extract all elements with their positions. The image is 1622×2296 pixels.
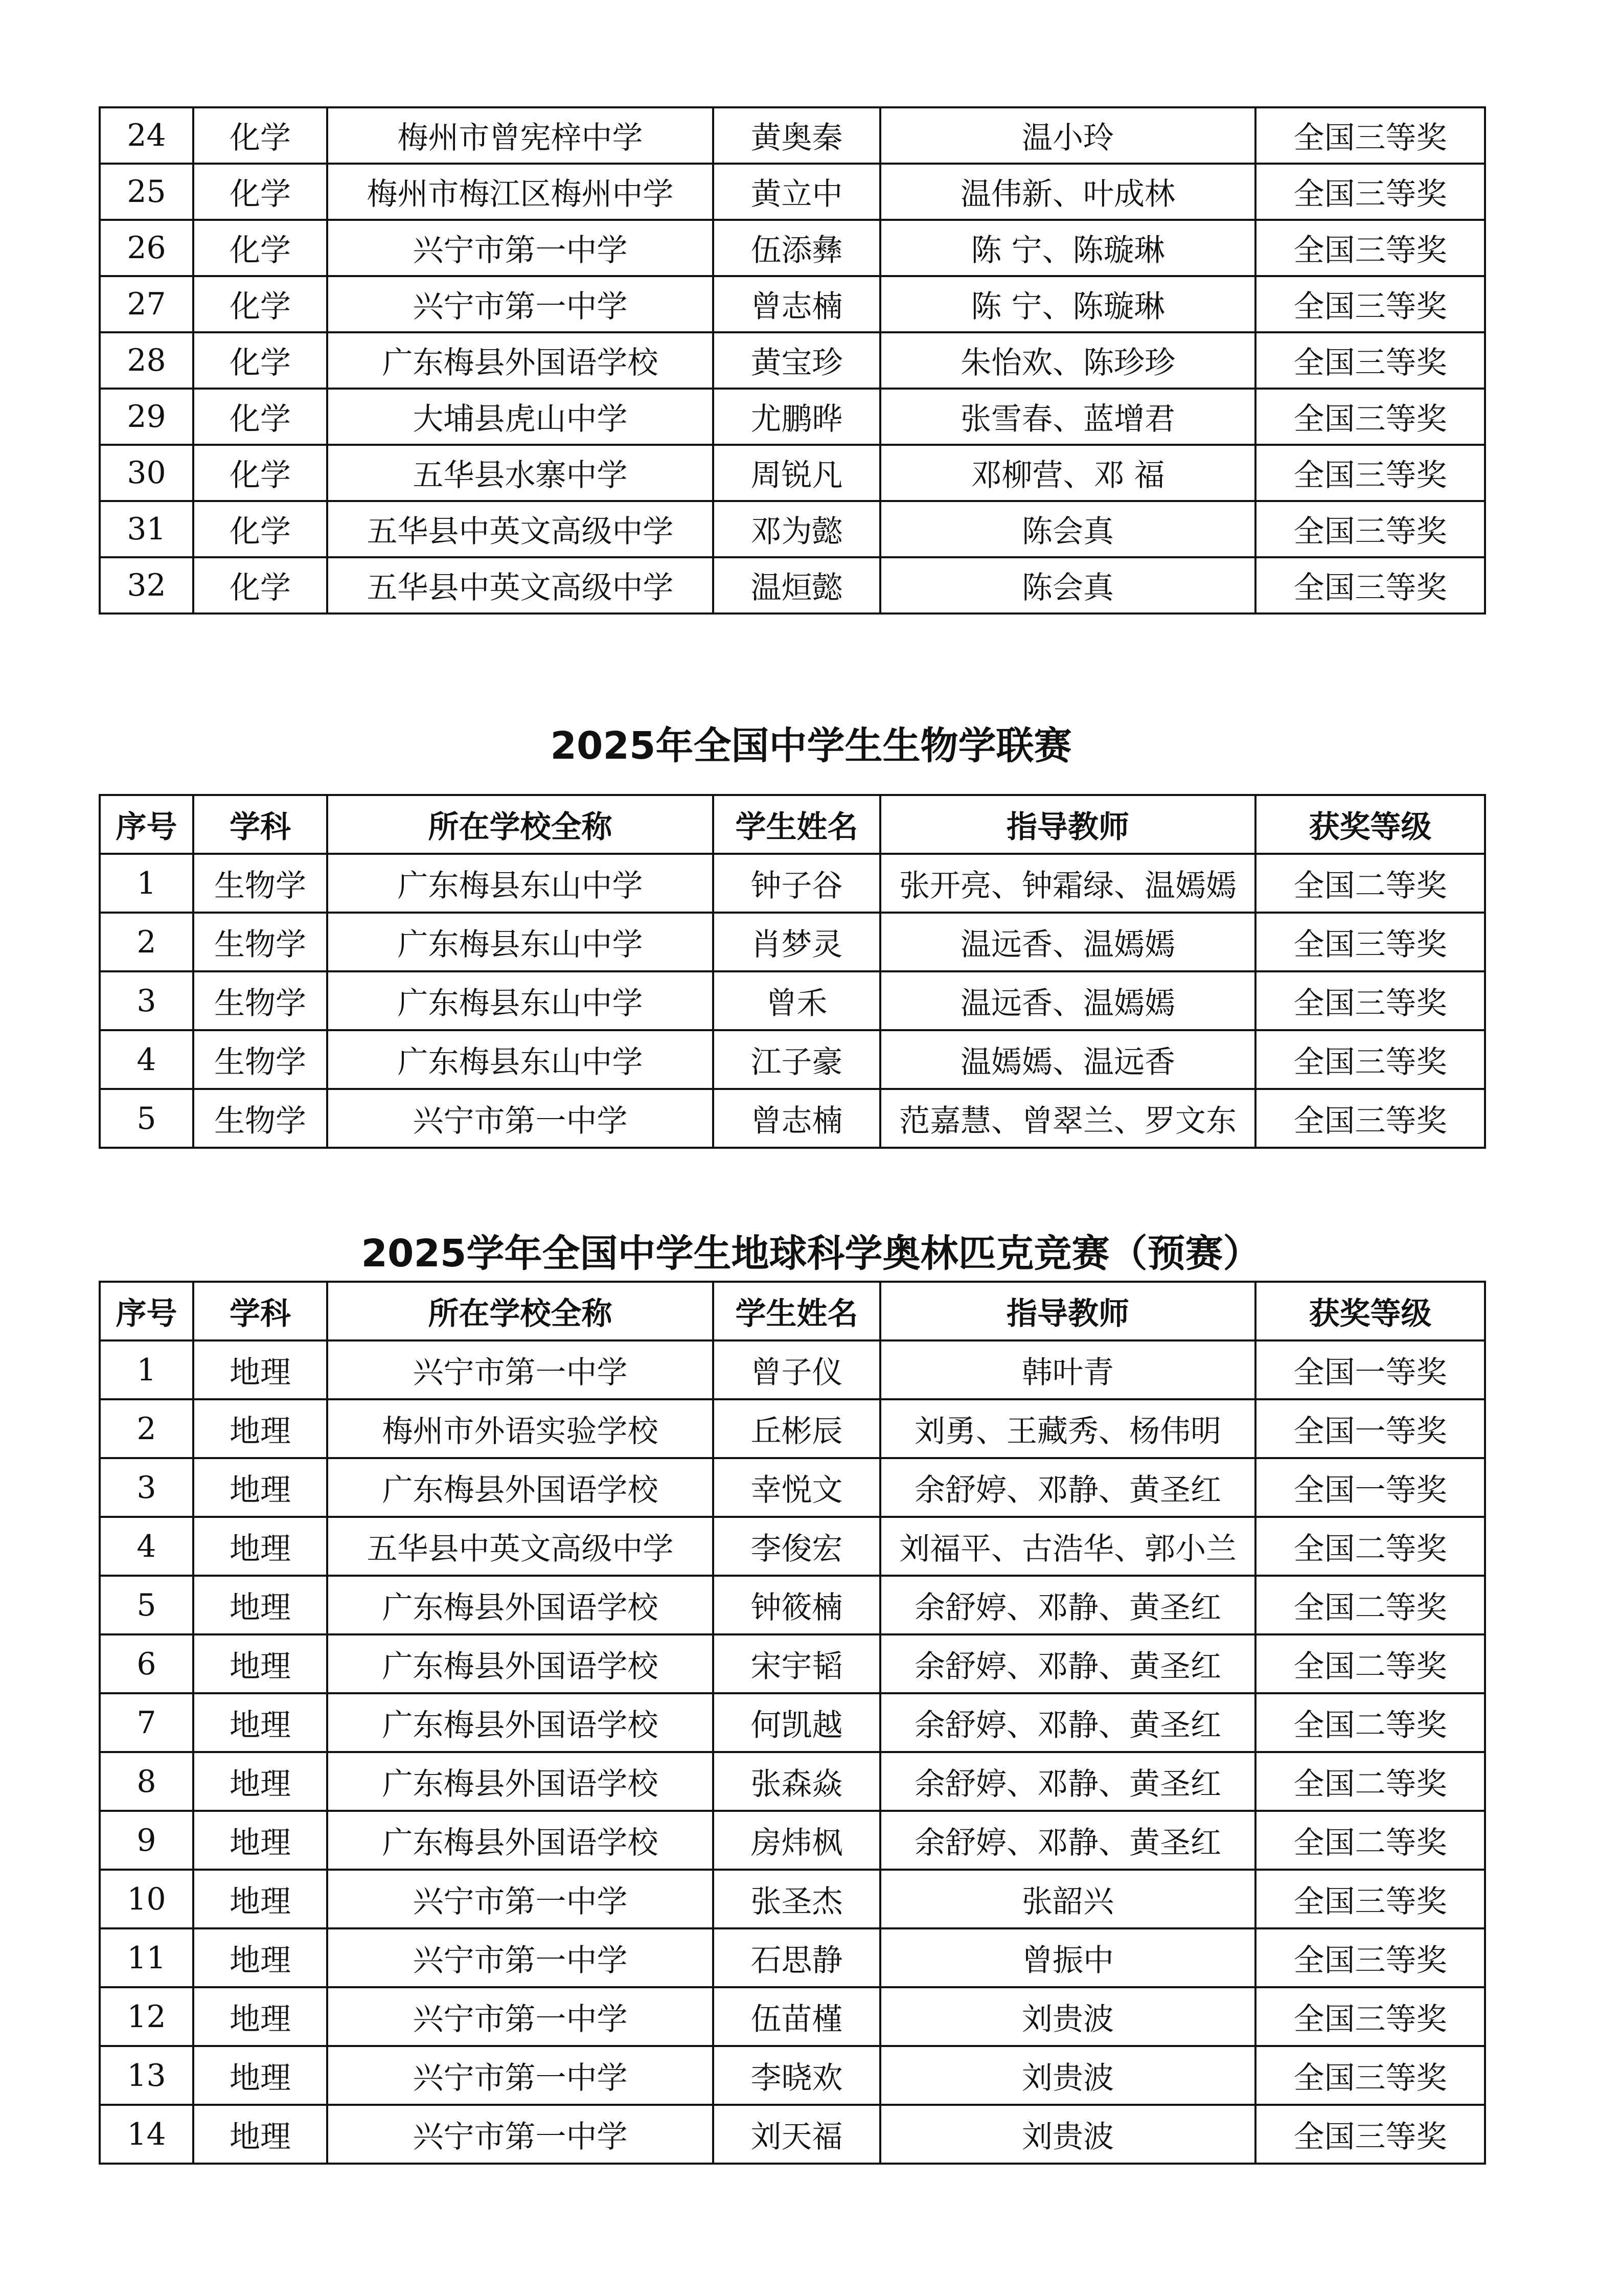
table-row bbox=[100, 2046, 1485, 2105]
cell-subject: 化学 bbox=[193, 332, 327, 389]
cell-instructor: 邓柳营、邓 福 bbox=[880, 445, 1255, 501]
cell-instructor: 温嫣嫣、温远香 bbox=[880, 1030, 1255, 1089]
cell-school-name: 五华县水寨中学 bbox=[327, 445, 713, 501]
cell-student-name: 幸悦文 bbox=[713, 1458, 880, 1517]
cell-serial-number: 3 bbox=[100, 971, 193, 1030]
cell-instructor: 余舒婷、邓静、黄圣红 bbox=[880, 1458, 1255, 1517]
cell-student-name: 曾志楠 bbox=[713, 276, 880, 332]
cell-subject: 生物学 bbox=[193, 971, 327, 1030]
cell-school-name: 广东梅县外国语学校 bbox=[327, 1458, 713, 1517]
cell-student-name: 李俊宏 bbox=[713, 1517, 880, 1576]
column-header-serial-number: 序号 bbox=[100, 1282, 193, 1340]
cell-subject: 地理 bbox=[193, 1517, 327, 1576]
cell-award-level: 全国三等奖 bbox=[1255, 1030, 1485, 1089]
cell-student-name: 石思静 bbox=[713, 1928, 880, 1987]
cell-award-level: 全国一等奖 bbox=[1255, 1458, 1485, 1517]
cell-instructor: 刘贵波 bbox=[880, 1987, 1255, 2046]
table-row bbox=[100, 971, 1485, 1030]
column-header-award-level: 获奖等级 bbox=[1255, 795, 1485, 854]
cell-school-name: 兴宁市第一中学 bbox=[327, 2046, 713, 2105]
table-row bbox=[100, 1340, 1485, 1399]
cell-award-level: 全国二等奖 bbox=[1255, 1752, 1485, 1811]
cell-student-name: 钟筱楠 bbox=[713, 1576, 880, 1634]
cell-instructor: 曾振中 bbox=[880, 1928, 1255, 1987]
cell-serial-number: 4 bbox=[100, 1030, 193, 1089]
cell-award-level: 全国三等奖 bbox=[1255, 557, 1485, 613]
table-header-row bbox=[100, 1282, 1485, 1340]
cell-student-name: 房炜枫 bbox=[713, 1811, 880, 1870]
cell-instructor: 余舒婷、邓静、黄圣红 bbox=[880, 1811, 1255, 1870]
table-row bbox=[100, 1811, 1485, 1870]
cell-school-name: 广东梅县东山中学 bbox=[327, 913, 713, 971]
earth-science-awards-table bbox=[99, 1281, 1486, 2165]
cell-serial-number: 9 bbox=[100, 1811, 193, 1870]
cell-subject: 化学 bbox=[193, 164, 327, 220]
cell-student-name: 张森焱 bbox=[713, 1752, 880, 1811]
cell-award-level: 全国三等奖 bbox=[1255, 445, 1485, 501]
cell-student-name: 尤鹏晔 bbox=[713, 389, 880, 445]
cell-serial-number: 11 bbox=[100, 1928, 193, 1987]
cell-instructor: 陈 宁、陈璇琳 bbox=[880, 220, 1255, 276]
cell-serial-number: 6 bbox=[100, 1634, 193, 1693]
cell-award-level: 全国二等奖 bbox=[1255, 1517, 1485, 1576]
cell-student-name: 刘天福 bbox=[713, 2105, 880, 2164]
cell-instructor: 温远香、温嫣嫣 bbox=[880, 913, 1255, 971]
table-row bbox=[100, 1870, 1485, 1928]
cell-award-level: 全国三等奖 bbox=[1255, 389, 1485, 445]
cell-serial-number: 25 bbox=[100, 164, 193, 220]
table-row bbox=[100, 913, 1485, 971]
cell-school-name: 兴宁市第一中学 bbox=[327, 276, 713, 332]
cell-award-level: 全国三等奖 bbox=[1255, 913, 1485, 971]
cell-subject: 化学 bbox=[193, 445, 327, 501]
cell-school-name: 梅州市梅江区梅州中学 bbox=[327, 164, 713, 220]
cell-subject: 地理 bbox=[193, 1634, 327, 1693]
cell-subject: 生物学 bbox=[193, 1030, 327, 1089]
cell-award-level: 全国三等奖 bbox=[1255, 1928, 1485, 1987]
table-row bbox=[100, 557, 1485, 613]
cell-award-level: 全国三等奖 bbox=[1255, 971, 1485, 1030]
column-header-school-name: 所在学校全称 bbox=[327, 795, 713, 854]
cell-instructor: 韩叶青 bbox=[880, 1340, 1255, 1399]
cell-subject: 地理 bbox=[193, 1811, 327, 1870]
cell-subject: 化学 bbox=[193, 107, 327, 164]
table-row bbox=[100, 1399, 1485, 1458]
cell-school-name: 梅州市外语实验学校 bbox=[327, 1399, 713, 1458]
cell-award-level: 全国一等奖 bbox=[1255, 1340, 1485, 1399]
table-row bbox=[100, 1030, 1485, 1089]
column-header-instructor: 指导教师 bbox=[880, 1282, 1255, 1340]
cell-subject: 化学 bbox=[193, 276, 327, 332]
cell-serial-number: 13 bbox=[100, 2046, 193, 2105]
table-row bbox=[100, 276, 1485, 332]
cell-instructor: 余舒婷、邓静、黄圣红 bbox=[880, 1634, 1255, 1693]
cell-school-name: 五华县中英文高级中学 bbox=[327, 557, 713, 613]
cell-subject: 地理 bbox=[193, 1458, 327, 1517]
cell-award-level: 全国三等奖 bbox=[1255, 1987, 1485, 2046]
cell-school-name: 兴宁市第一中学 bbox=[327, 2105, 713, 2164]
cell-student-name: 曾志楠 bbox=[713, 1089, 880, 1148]
column-header-school-name: 所在学校全称 bbox=[327, 1282, 713, 1340]
cell-student-name: 曾子仪 bbox=[713, 1340, 880, 1399]
cell-instructor: 刘贵波 bbox=[880, 2105, 1255, 2164]
cell-serial-number: 30 bbox=[100, 445, 193, 501]
cell-instructor: 张开亮、钟霜绿、温嫣嫣 bbox=[880, 854, 1255, 913]
cell-instructor: 陈会真 bbox=[880, 557, 1255, 613]
cell-serial-number: 4 bbox=[100, 1517, 193, 1576]
cell-school-name: 兴宁市第一中学 bbox=[327, 1089, 713, 1148]
cell-serial-number: 5 bbox=[100, 1089, 193, 1148]
table-row bbox=[100, 1576, 1485, 1634]
cell-subject: 地理 bbox=[193, 1987, 327, 2046]
table-row bbox=[100, 501, 1485, 557]
cell-student-name: 邓为懿 bbox=[713, 501, 880, 557]
cell-subject: 地理 bbox=[193, 1693, 327, 1752]
cell-subject: 化学 bbox=[193, 501, 327, 557]
cell-instructor: 余舒婷、邓静、黄圣红 bbox=[880, 1576, 1255, 1634]
table-body bbox=[100, 1340, 1485, 2164]
table-body bbox=[100, 854, 1485, 1148]
cell-instructor: 张雪春、蓝增君 bbox=[880, 389, 1255, 445]
cell-school-name: 广东梅县外国语学校 bbox=[327, 1752, 713, 1811]
cell-student-name: 温烜懿 bbox=[713, 557, 880, 613]
cell-subject: 地理 bbox=[193, 1752, 327, 1811]
cell-instructor: 温伟新、叶成林 bbox=[880, 164, 1255, 220]
cell-award-level: 全国三等奖 bbox=[1255, 2046, 1485, 2105]
cell-serial-number: 8 bbox=[100, 1752, 193, 1811]
cell-subject: 地理 bbox=[193, 1576, 327, 1634]
biology-section-title: 2025年全国中学生生物学联赛 bbox=[550, 724, 1072, 768]
column-header-subject: 学科 bbox=[193, 1282, 327, 1340]
cell-serial-number: 3 bbox=[100, 1458, 193, 1517]
cell-award-level: 全国三等奖 bbox=[1255, 332, 1485, 389]
cell-subject: 化学 bbox=[193, 389, 327, 445]
column-header-student-name: 学生姓名 bbox=[713, 1282, 880, 1340]
cell-subject: 生物学 bbox=[193, 854, 327, 913]
cell-school-name: 兴宁市第一中学 bbox=[327, 220, 713, 276]
cell-serial-number: 32 bbox=[100, 557, 193, 613]
cell-serial-number: 29 bbox=[100, 389, 193, 445]
cell-award-level: 全国三等奖 bbox=[1255, 220, 1485, 276]
cell-serial-number: 1 bbox=[100, 854, 193, 913]
cell-subject: 生物学 bbox=[193, 1089, 327, 1148]
cell-student-name: 伍苗槿 bbox=[713, 1987, 880, 2046]
cell-subject: 地理 bbox=[193, 2105, 327, 2164]
table-row bbox=[100, 1517, 1485, 1576]
cell-award-level: 全国三等奖 bbox=[1255, 164, 1485, 220]
cell-award-level: 全国三等奖 bbox=[1255, 2105, 1485, 2164]
cell-serial-number: 2 bbox=[100, 1399, 193, 1458]
cell-school-name: 广东梅县东山中学 bbox=[327, 971, 713, 1030]
cell-instructor: 陈 宁、陈璇琳 bbox=[880, 276, 1255, 332]
table-row bbox=[100, 1458, 1485, 1517]
cell-school-name: 兴宁市第一中学 bbox=[327, 1870, 713, 1928]
cell-subject: 地理 bbox=[193, 1340, 327, 1399]
table-row bbox=[100, 1928, 1485, 1987]
column-header-award-level: 获奖等级 bbox=[1255, 1282, 1485, 1340]
cell-instructor: 陈会真 bbox=[880, 501, 1255, 557]
table-header-row bbox=[100, 795, 1485, 854]
cell-award-level: 全国一等奖 bbox=[1255, 1399, 1485, 1458]
column-header-subject: 学科 bbox=[193, 795, 327, 854]
cell-subject: 地理 bbox=[193, 1399, 327, 1458]
cell-subject: 化学 bbox=[193, 220, 327, 276]
cell-serial-number: 24 bbox=[100, 107, 193, 164]
cell-award-level: 全国三等奖 bbox=[1255, 276, 1485, 332]
cell-instructor: 余舒婷、邓静、黄圣红 bbox=[880, 1752, 1255, 1811]
cell-instructor: 范嘉慧、曾翠兰、罗文东 bbox=[880, 1089, 1255, 1148]
table-row bbox=[100, 164, 1485, 220]
table-row bbox=[100, 2105, 1485, 2164]
cell-serial-number: 7 bbox=[100, 1693, 193, 1752]
cell-subject: 生物学 bbox=[193, 913, 327, 971]
cell-student-name: 黄立中 bbox=[713, 164, 880, 220]
cell-instructor: 刘贵波 bbox=[880, 2046, 1255, 2105]
cell-student-name: 李晓欢 bbox=[713, 2046, 880, 2105]
cell-instructor: 温小玲 bbox=[880, 107, 1255, 164]
cell-subject: 地理 bbox=[193, 2046, 327, 2105]
table-row bbox=[100, 332, 1485, 389]
table-row bbox=[100, 1987, 1485, 2046]
cell-serial-number: 5 bbox=[100, 1576, 193, 1634]
cell-serial-number: 12 bbox=[100, 1987, 193, 2046]
cell-award-level: 全国三等奖 bbox=[1255, 1089, 1485, 1148]
cell-school-name: 广东梅县外国语学校 bbox=[327, 1634, 713, 1693]
cell-school-name: 梅州市曾宪梓中学 bbox=[327, 107, 713, 164]
cell-instructor: 余舒婷、邓静、黄圣红 bbox=[880, 1693, 1255, 1752]
cell-subject: 地理 bbox=[193, 1928, 327, 1987]
cell-award-level: 全国二等奖 bbox=[1255, 1576, 1485, 1634]
cell-student-name: 黄宝珍 bbox=[713, 332, 880, 389]
cell-instructor: 张韶兴 bbox=[880, 1870, 1255, 1928]
cell-school-name: 广东梅县外国语学校 bbox=[327, 1576, 713, 1634]
cell-instructor: 刘福平、古浩华、郭小兰 bbox=[880, 1517, 1255, 1576]
cell-award-level: 全国二等奖 bbox=[1255, 1693, 1485, 1752]
cell-serial-number: 1 bbox=[100, 1340, 193, 1399]
cell-student-name: 曾禾 bbox=[713, 971, 880, 1030]
column-header-serial-number: 序号 bbox=[100, 795, 193, 854]
table-row bbox=[100, 1693, 1485, 1752]
cell-school-name: 广东梅县外国语学校 bbox=[327, 1811, 713, 1870]
table-row bbox=[100, 1752, 1485, 1811]
cell-student-name: 钟子谷 bbox=[713, 854, 880, 913]
cell-award-level: 全国三等奖 bbox=[1255, 107, 1485, 164]
cell-subject: 地理 bbox=[193, 1870, 327, 1928]
cell-instructor: 温远香、温嫣嫣 bbox=[880, 971, 1255, 1030]
cell-school-name: 兴宁市第一中学 bbox=[327, 1987, 713, 2046]
cell-school-name: 五华县中英文高级中学 bbox=[327, 1517, 713, 1576]
table-row bbox=[100, 107, 1485, 164]
table-row bbox=[100, 1634, 1485, 1693]
cell-school-name: 兴宁市第一中学 bbox=[327, 1340, 713, 1399]
table-row bbox=[100, 445, 1485, 501]
cell-school-name: 大埔县虎山中学 bbox=[327, 389, 713, 445]
cell-school-name: 广东梅县外国语学校 bbox=[327, 1693, 713, 1752]
cell-instructor: 刘勇、王藏秀、杨伟明 bbox=[880, 1399, 1255, 1458]
cell-serial-number: 2 bbox=[100, 913, 193, 971]
cell-award-level: 全国三等奖 bbox=[1255, 501, 1485, 557]
cell-instructor: 朱怡欢、陈珍珍 bbox=[880, 332, 1255, 389]
chemistry-awards-table bbox=[99, 106, 1486, 615]
cell-award-level: 全国二等奖 bbox=[1255, 1811, 1485, 1870]
table-row bbox=[100, 220, 1485, 276]
table-body bbox=[100, 107, 1485, 613]
cell-serial-number: 28 bbox=[100, 332, 193, 389]
cell-award-level: 全国三等奖 bbox=[1255, 1870, 1485, 1928]
column-header-instructor: 指导教师 bbox=[880, 795, 1255, 854]
cell-serial-number: 26 bbox=[100, 220, 193, 276]
cell-student-name: 周锐凡 bbox=[713, 445, 880, 501]
cell-student-name: 江子豪 bbox=[713, 1030, 880, 1089]
cell-award-level: 全国二等奖 bbox=[1255, 1634, 1485, 1693]
column-header-student-name: 学生姓名 bbox=[713, 795, 880, 854]
cell-school-name: 广东梅县东山中学 bbox=[327, 1030, 713, 1089]
earth-science-section-title: 2025学年全国中学生地球科学奥林匹克竞赛（预赛） bbox=[361, 1232, 1261, 1276]
cell-student-name: 丘彬辰 bbox=[713, 1399, 880, 1458]
cell-student-name: 何凯越 bbox=[713, 1693, 880, 1752]
cell-serial-number: 27 bbox=[100, 276, 193, 332]
cell-serial-number: 10 bbox=[100, 1870, 193, 1928]
cell-school-name: 兴宁市第一中学 bbox=[327, 1928, 713, 1987]
table-row bbox=[100, 389, 1485, 445]
cell-subject: 化学 bbox=[193, 557, 327, 613]
cell-school-name: 广东梅县东山中学 bbox=[327, 854, 713, 913]
cell-student-name: 宋宇韬 bbox=[713, 1634, 880, 1693]
table-row bbox=[100, 1089, 1485, 1148]
biology-awards-table bbox=[99, 794, 1486, 1149]
cell-student-name: 肖梦灵 bbox=[713, 913, 880, 971]
cell-student-name: 黄奥秦 bbox=[713, 107, 880, 164]
cell-serial-number: 31 bbox=[100, 501, 193, 557]
cell-school-name: 五华县中英文高级中学 bbox=[327, 501, 713, 557]
table-row bbox=[100, 854, 1485, 913]
cell-award-level: 全国二等奖 bbox=[1255, 854, 1485, 913]
cell-student-name: 伍添彝 bbox=[713, 220, 880, 276]
cell-school-name: 广东梅县外国语学校 bbox=[327, 332, 713, 389]
cell-serial-number: 14 bbox=[100, 2105, 193, 2164]
cell-student-name: 张圣杰 bbox=[713, 1870, 880, 1928]
